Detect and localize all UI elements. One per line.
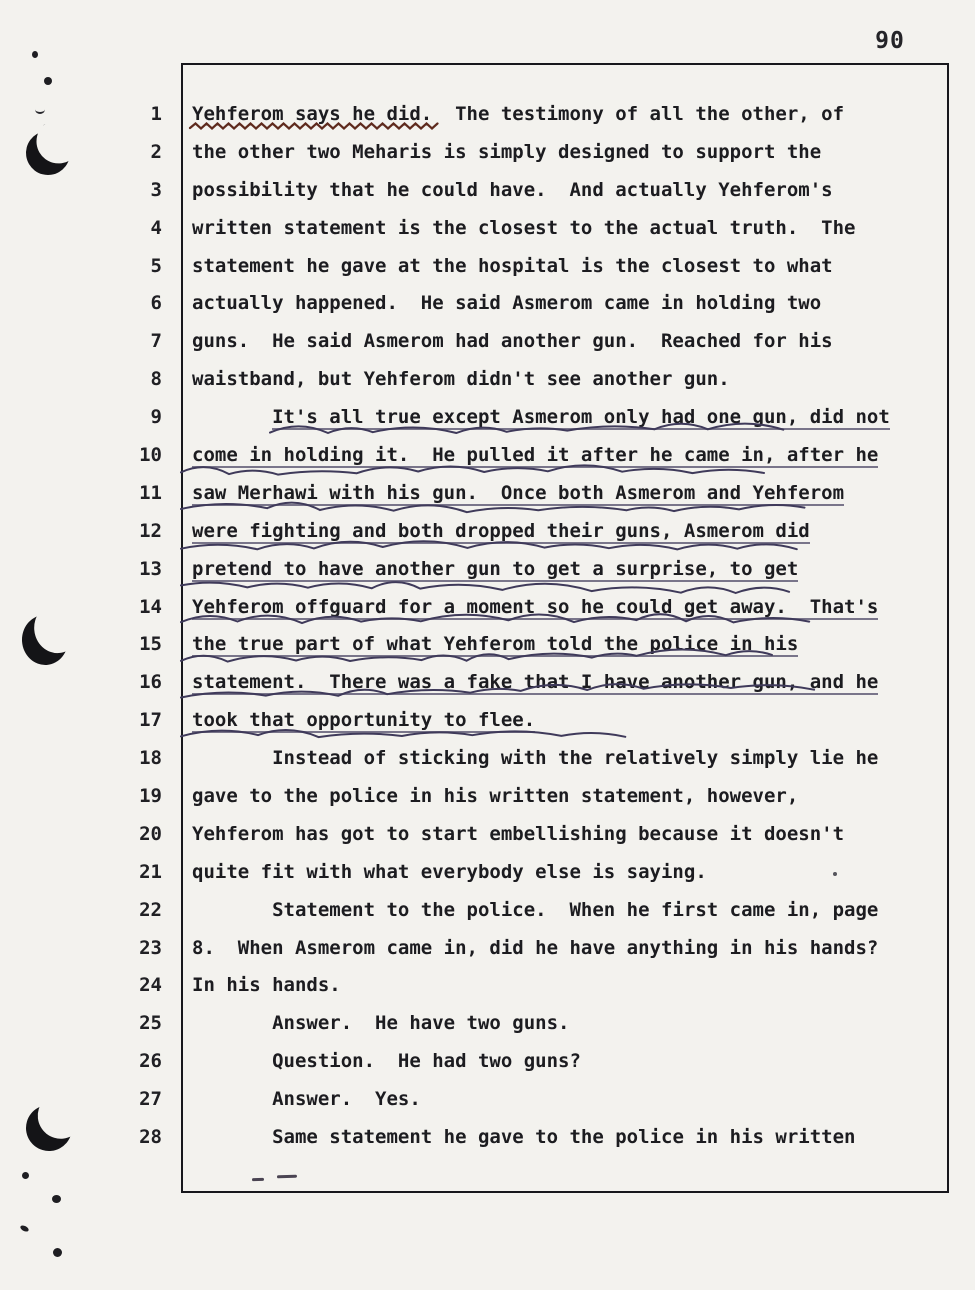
ink-check-mark xyxy=(35,105,45,114)
transcript-line xyxy=(0,626,975,664)
line-text: statement he gave at the hospital is the closest to what xyxy=(192,254,833,277)
line-text: took that opportunity to flee. xyxy=(192,709,536,732)
transcript-line xyxy=(0,1119,975,1157)
transcript-line xyxy=(0,134,975,172)
line-text: Yehferom says he did. The testimony of all the other, of xyxy=(192,103,845,125)
ink-speck xyxy=(19,1224,29,1233)
line-text: Yehferom offguard for a moment so he could get away. That's xyxy=(192,595,879,618)
line-text: Answer. Yes. xyxy=(272,1088,421,1111)
line-number: 14 xyxy=(139,595,162,618)
line-text: Same statement he gave to the police in his written xyxy=(272,1126,856,1149)
ink-speck xyxy=(32,51,38,58)
transcript-line xyxy=(0,323,975,361)
line-text: statement. There was a fake that I have another gun, and he xyxy=(192,671,879,694)
line-text: the other two Meharis is simply designed to support the xyxy=(192,140,822,163)
transcript-line xyxy=(0,930,975,968)
line-number: 9 xyxy=(150,406,162,429)
transcript-line xyxy=(0,437,975,475)
line-text: saw Merhawi with his gun. Once both Asmerom and Yehferom xyxy=(192,481,845,504)
line-text: come in holding it. He pulled it after he came in, after he xyxy=(192,444,879,467)
ink-speck xyxy=(833,872,837,876)
line-number: 26 xyxy=(139,1050,162,1073)
line-text: Yehferom has got to start embellishing because it doesn't xyxy=(192,822,845,845)
line-number: 5 xyxy=(150,254,162,277)
transcript-line xyxy=(0,740,975,778)
transcript-line xyxy=(0,854,975,892)
transcript-line xyxy=(0,664,975,702)
transcript-line xyxy=(0,1005,975,1043)
transcript-line xyxy=(0,1043,975,1081)
transcript-line xyxy=(0,285,975,323)
transcript-line xyxy=(0,816,975,854)
transcript-line xyxy=(0,967,975,1005)
line-number: 20 xyxy=(139,822,162,845)
ink-speck xyxy=(52,1195,61,1203)
line-text: In his hands. xyxy=(192,974,341,997)
page-number: 90 xyxy=(875,28,905,54)
transcript-line xyxy=(0,551,975,589)
ink-speck xyxy=(22,1172,29,1179)
transcript-line xyxy=(0,778,975,816)
line-number: 15 xyxy=(139,633,162,656)
line-text: Instead of sticking with the relatively simply lie he xyxy=(272,747,879,770)
line-number: 19 xyxy=(139,785,162,808)
ink-smudge-crescent xyxy=(20,613,69,666)
line-text: the true part of what Yehferom told the police in his xyxy=(192,633,799,656)
line-text: actually happened. He said Asmerom came in holding two xyxy=(192,292,822,315)
line-text: written statement is the closest to the actual truth. The xyxy=(192,216,856,239)
line-number: 23 xyxy=(139,936,162,959)
line-text: Answer. He have two guns. xyxy=(272,1012,570,1035)
line-number: 16 xyxy=(139,671,162,694)
transcript-line xyxy=(0,589,975,627)
line-number: 21 xyxy=(139,860,162,883)
ink-smudge-crescent xyxy=(23,128,73,178)
line-number: 2 xyxy=(150,140,162,163)
line-text: guns. He said Asmerom had another gun. Reached for his xyxy=(192,330,833,353)
line-number: 22 xyxy=(139,898,162,921)
transcript-line xyxy=(0,210,975,248)
line-text: waistband, but Yehferom didn't see another gun. xyxy=(192,368,730,391)
line-number: 8 xyxy=(150,368,162,391)
transcript-line xyxy=(0,399,975,437)
line-number: 24 xyxy=(139,974,162,997)
line-number: 10 xyxy=(139,444,162,467)
line-text: were fighting and both dropped their guns, Asmerom did xyxy=(192,519,810,542)
transcript-line xyxy=(0,1081,975,1119)
transcript-line xyxy=(0,172,975,210)
line-number: 1 xyxy=(150,103,162,125)
pen-dash-mark xyxy=(252,1178,264,1181)
line-number: 27 xyxy=(139,1088,162,1111)
line-text: It's all true except Asmerom only had one gun, did not xyxy=(272,406,890,429)
line-number: 28 xyxy=(139,1126,162,1149)
line-number: 3 xyxy=(150,178,162,201)
transcript-line xyxy=(0,702,975,740)
ink-speck xyxy=(44,77,52,85)
line-number: 25 xyxy=(139,1012,162,1035)
ink-smudge-crescent xyxy=(24,1103,75,1154)
line-text: pretend to have another gun to get a surprise, to get xyxy=(192,557,799,580)
transcript-line xyxy=(0,361,975,399)
line-text: gave to the police in his written statement, however, xyxy=(192,785,799,808)
line-number: 4 xyxy=(150,216,162,239)
transcript-line xyxy=(0,248,975,286)
line-number: 13 xyxy=(139,557,162,580)
line-number: 6 xyxy=(150,292,162,315)
line-number: 7 xyxy=(150,330,162,353)
line-text: Question. He had two guns? xyxy=(272,1050,581,1073)
transcript-line xyxy=(0,513,975,551)
line-text: quite fit with what everybody else is saying. xyxy=(192,860,707,883)
transcript-line xyxy=(0,892,975,930)
line-number: 11 xyxy=(139,481,162,504)
transcript-line xyxy=(0,96,975,134)
transcript-line xyxy=(0,475,975,513)
line-text: possibility that he could have. And actually Yehferom's xyxy=(192,178,833,201)
line-number: 18 xyxy=(139,747,162,770)
line-text: Statement to the police. When he first came in, page xyxy=(272,898,879,921)
line-number: 17 xyxy=(139,709,162,732)
line-text: 8. When Asmerom came in, did he have anything in his hands? xyxy=(192,936,879,959)
ink-speck xyxy=(53,1248,62,1257)
transcript-lines xyxy=(0,96,975,1157)
line-number: 12 xyxy=(139,519,162,542)
